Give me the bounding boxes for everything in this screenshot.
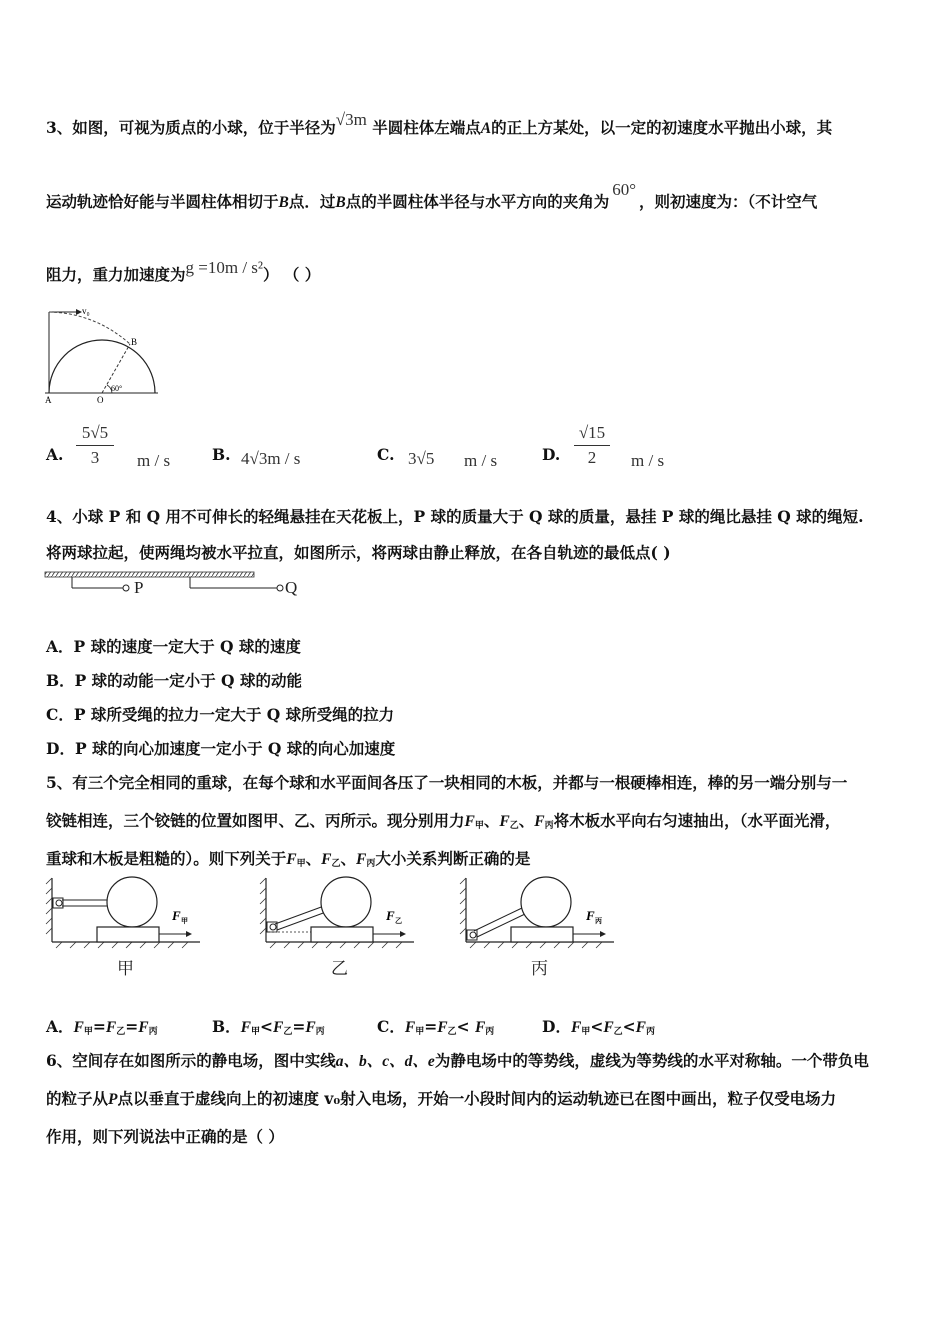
q3-option-c-unit: m / s <box>464 451 498 470</box>
q3-option-d-label: D. <box>542 445 561 464</box>
q3-option-a-unit: m / s <box>137 451 171 470</box>
q4-pendulum-figure <box>44 570 314 600</box>
q3-line2: 运动轨迹恰好能与半圆柱体相切于B点．过B点的半圆柱体半径与水平方向的夹角为60°，则初速度为：（不计空气 <box>46 180 818 211</box>
q5-option-b: B．$F_甲<F_乙=F_丙$ <box>212 1017 325 1037</box>
q5-line2: 铰链相连，三个铰链的位置如图甲、乙、丙所示。现分别用力$F_甲$、$F_乙$、$F_丙$将木板水平向右匀速抽出，（水平面光滑， <box>46 811 841 831</box>
q5-figure-bing <box>456 872 621 952</box>
q3-projectile-figure <box>40 305 170 405</box>
q3-o-label: O <box>97 395 104 405</box>
q5-fig-yi-F: F <box>386 908 395 923</box>
q5-figure-jia <box>42 872 207 952</box>
q5-fig-jia-F: F <box>172 908 181 923</box>
q6-line2: 的粒子从P点以垂直于虚线向上的初速度 v₀射入电场，开始一小段时间内的运动轨迹已在图中画出，粒子仅受电场力 <box>46 1089 837 1108</box>
q4-option-c: C．P 球所受绳的拉力一定大于 Q 球所受绳的拉力 <box>46 705 395 724</box>
q6-line3: 作用，则下列说法中正确的是（ ） <box>46 1127 284 1146</box>
q5-fig-bing-F: F <box>586 908 595 923</box>
q3-a-label: A <box>45 395 52 405</box>
q5-caption-jia: 甲 <box>117 959 134 978</box>
q3-option-c-expr: 3√5 <box>408 449 435 468</box>
q5-option-a: A．$F_甲=F_乙=F_丙$ <box>46 1017 158 1037</box>
q3-option-b-expr: 4√3m / s <box>241 449 301 468</box>
q5-fig-yi-sub: 乙 <box>395 916 402 925</box>
q5-caption-bing: 丙 <box>531 959 548 978</box>
q4-option-d: D．P 球的向心加速度一定小于 Q 球的向心加速度 <box>46 739 396 758</box>
q3-option-a-label: A. <box>46 445 64 464</box>
q3-line1: 3、如图，可视为质点的小球，位于半径为√3m 半圆柱体左端点A的正上方某处，以一定的初速度水平抛出小球，其 <box>46 110 833 137</box>
q5-caption-yi: 乙 <box>331 959 348 978</box>
q4-q-label: Q <box>285 578 298 597</box>
q3-option-a-fraction: 5√5 3 <box>76 423 114 468</box>
q5-fig-jia-sub: 甲 <box>181 916 188 925</box>
q3-v0-label: v₀ <box>82 306 90 316</box>
q3-option-d-fraction: √15 2 <box>574 423 610 468</box>
q4-line1: 4、小球 P 和 Q 用不可伸长的轻绳悬挂在天花板上，P 球的质量大于 Q 球的质量，悬挂 P 球的绳比悬挂 Q 球的绳短. <box>46 507 864 526</box>
q4-option-b: B．P 球的动能一定小于 Q 球的动能 <box>46 671 302 690</box>
q4-option-a: A．P 球的速度一定大于 Q 球的速度 <box>46 637 301 656</box>
q5-fig-bing-sub: 丙 <box>595 916 602 925</box>
q5-figure-yi <box>256 872 421 952</box>
q6-line1: 6、空间存在如图所示的静电场，图中实线a、b、c、d、e为静电场中的等势线，虚线为等势线的水平对称轴。一个带负电 <box>46 1051 869 1070</box>
q5-option-c: C．$F_甲=F_乙< F_丙$ <box>377 1017 495 1037</box>
q5-option-d: D．$F_甲<F_乙<F_丙$ <box>542 1017 656 1037</box>
q4-p-label: P <box>134 578 144 597</box>
q3-line3: 阻力，重力加速度为g =10m / s²） （ ） <box>46 258 321 284</box>
q5-line1: 5、有三个完全相同的重球，在每个球和水平面间各压了一块相同的木板，并都与一根硬棒相连，棒的另一端分别与一 <box>46 773 848 792</box>
q5-line3: 重球和木板是粗糙的）。则下列关于$F_甲$、$F_乙$、$F_丙$大小关系判断正确的是 <box>46 849 531 869</box>
q3-option-b-label: B. <box>212 445 231 464</box>
q4-line2: 将两球拉起，使两绳均被水平拉直，如图所示，将两球由静止释放，在各自轨迹的最低点( ) <box>46 543 671 562</box>
q3-b-label: B <box>131 337 138 347</box>
q3-option-c-label: C. <box>377 445 395 464</box>
q3-option-d-unit: m / s <box>631 451 665 470</box>
q3-angle-label: 60° <box>111 384 123 393</box>
